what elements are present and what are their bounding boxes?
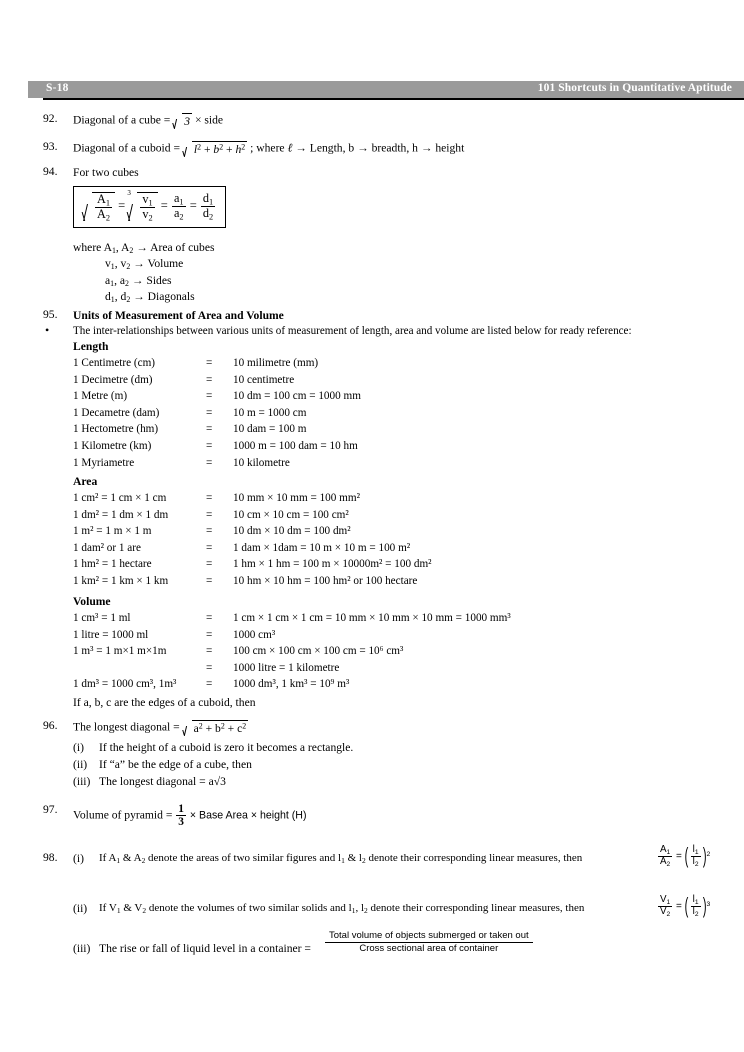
- table-row: [73, 423, 361, 440]
- cell-eq: =: [206, 645, 213, 658]
- cell-eq: =: [206, 508, 213, 521]
- cell-eq: =: [206, 661, 213, 674]
- cell-eq: =: [206, 541, 213, 554]
- cell-value: 10 cm × 10 cm = 100 cm²: [233, 508, 349, 521]
- length-table: [73, 357, 361, 473]
- box-a1: a: [173, 191, 180, 205]
- cell-unit: 1 dm³ = 1000 cm³, 1m³: [73, 678, 177, 691]
- item-96-text: [73, 719, 248, 736]
- table-row: [73, 492, 432, 509]
- item-number-97: 97.: [43, 803, 58, 816]
- item-98-sub-i-text: If $A_1$ & $A_2$ denote the areas of two similar figures and $l_1$ & $l_2$ denote their corresponding linear measures, then: [99, 852, 583, 866]
- cell-value: 1 dam × 1dam = 10 m × 10 m = 100 m²: [233, 541, 411, 554]
- where-line: where $A_1$, $A_2$ → Area of cubes: [73, 241, 215, 256]
- paren-den: l: [692, 856, 695, 868]
- cell-eq: =: [206, 574, 213, 587]
- item-92-tail: × side: [194, 113, 224, 127]
- table-row: [73, 575, 432, 592]
- item-96-sub-iii-tag: (iii): [73, 775, 91, 788]
- parenthesized-ratio: [685, 895, 707, 918]
- cell-unit: 1 Myriametre: [73, 456, 135, 469]
- item-95-intro: The inter-relationships between various units of measurement of length, area and volume are listed below for ready reference:: [73, 325, 632, 337]
- sub-ii-text-e: denote their corresponding linear measures, then: [367, 902, 585, 914]
- area-ratio-fraction: $\frac{A_1}{A_2}$: [660, 844, 671, 868]
- item-93-label: Diagonal of a cuboid =: [73, 141, 180, 155]
- ratio-exponent: 3: [706, 901, 711, 909]
- item-98-sub-ii-tag: (ii): [73, 902, 88, 915]
- frac-denominator: 3: [178, 816, 184, 829]
- two-cubes-formula-box: $\frac{A_1}{A_2}$ = 3 $\frac{v_1}{v_2}$ = $\frac{a_1}{a_2}$ = $\frac{d_1}{d_2}$: [73, 186, 226, 228]
- table-row: [73, 374, 361, 391]
- cell-unit: 1 Decametre (dam): [73, 406, 160, 419]
- cell-eq: =: [206, 612, 213, 624]
- table-row: [73, 612, 511, 629]
- sub-ii-text-c: denote the volumes of two similar solids and l: [146, 902, 352, 914]
- cell-eq: =: [206, 390, 213, 403]
- sub-ii-text-a: If V: [99, 902, 117, 914]
- sub-i-text-d: & l: [344, 852, 362, 864]
- cell-unit: 1 Centimetre (cm): [73, 357, 156, 369]
- ratio-num: V: [660, 894, 667, 905]
- item-number-98: 98.: [43, 851, 58, 864]
- cell-value: 10 milimetre (mm): [233, 357, 319, 369]
- cell-value: 10 dm = 100 cm = 1000 mm: [233, 390, 361, 403]
- sub-i-text-e: denote their corresponding linear measures, then: [365, 852, 583, 864]
- item-98-sub-i-tag: (i): [73, 852, 84, 865]
- radicand-b: b: [213, 143, 220, 156]
- cell-value: 10 dam = 100 m: [233, 423, 307, 436]
- table-row: [73, 629, 511, 646]
- volume-ratio-fraction: $\frac{V_1}{V_2}$: [660, 894, 671, 918]
- sqrt-3: [173, 112, 192, 129]
- cell-unit: 1 Kilometre (km): [73, 439, 152, 452]
- item-number-92: 92.: [43, 112, 58, 125]
- radical-index: 3: [127, 189, 131, 197]
- cell-unit: 1 Decimetre (dm): [73, 373, 153, 386]
- cell-value: 1 hm × 1 hm = 100 m × 10000m² = 100 dm²: [233, 558, 432, 571]
- table-row: [73, 407, 361, 424]
- item-92-radicand: 3: [184, 115, 191, 128]
- box-a2: a: [173, 206, 180, 221]
- table-row: [73, 558, 432, 575]
- item-97-label: Volume of pyramid =: [73, 808, 173, 822]
- cell-eq: =: [206, 492, 213, 504]
- table-row: [73, 390, 361, 407]
- parenthesized-ratio: [685, 845, 707, 868]
- item-96-sub-i-text: If the height of a cuboid is zero it becomes a rectangle.: [99, 741, 354, 754]
- page-folio: S-18: [46, 82, 69, 94]
- linear-ratio-fraction: ( $\frac{l_1}{l_2}$: [692, 894, 699, 918]
- box-d1: d: [202, 191, 209, 205]
- cell-eq: =: [206, 456, 213, 469]
- bigfrac-denominator: Cross sectional area of container: [325, 942, 533, 955]
- sub-i-text-c: denote the areas of two similar figures and l: [145, 852, 342, 864]
- cell-value: 10 kilometre: [233, 456, 290, 469]
- item-96-sub-ii-tag: (ii): [73, 758, 88, 771]
- item-95-title: Units of Measurement of Area and Volume: [73, 309, 284, 322]
- cell-value: 10 dm × 10 dm = 100 dm²: [233, 525, 351, 538]
- header-rule: [43, 98, 744, 100]
- item-93-def-b: b → breadth,: [348, 141, 410, 155]
- item-98-sub-iii-text: The rise or fall of liquid level in a container =: [99, 942, 311, 955]
- cell-unit: 1 m² = 1 m × 1 m: [73, 525, 152, 538]
- item-92-text: [73, 112, 223, 129]
- item-93-def-l: → Length,: [295, 141, 346, 155]
- ratio-exponent: 2: [706, 851, 711, 859]
- cell-value: 1000 dm³, 1 km³ = 10⁹ m³: [233, 678, 350, 691]
- cell-eq: =: [206, 373, 213, 386]
- table-row: [73, 440, 361, 457]
- cell-eq: =: [206, 357, 213, 369]
- table-row: [73, 525, 432, 542]
- item-98-sub-iii-tag: (iii): [73, 942, 91, 955]
- box-v1: v: [142, 192, 149, 206]
- cell-eq: =: [206, 558, 213, 571]
- sub-i-text-b: & A: [120, 852, 142, 864]
- page-header: [28, 81, 744, 98]
- book-title: 101 Shortcuts in Quantitative Aptitude: [537, 82, 732, 94]
- section-head-volume: Volume: [73, 595, 111, 608]
- item-93-tail: ; where: [250, 141, 285, 155]
- section-head-area: Area: [73, 475, 98, 488]
- box-A1: A: [97, 192, 106, 206]
- item-93-text: [73, 140, 464, 157]
- item-96-sub-ii-text: If “a” be the edge of a cube, then: [99, 758, 252, 771]
- item-94-where-list: [73, 240, 215, 306]
- cell-unit: 1 Metre (m): [73, 390, 128, 403]
- cell-unit: 1 dm² = 1 dm × 1 dm: [73, 508, 169, 521]
- volume-ratio-formula: $\frac{V_1}{V_2}$ = ( $\frac{l_1}{l_2}$ ) $^3$: [657, 895, 710, 918]
- item-number-96: 96.: [43, 719, 58, 732]
- cell-unit: 1 cm³ = 1 ml: [73, 612, 131, 624]
- cell-value: 1000 cm³: [233, 628, 276, 641]
- cell-unit: 1 hm² = 1 hectare: [73, 558, 152, 571]
- item-95-closing: If a, b, c are the edges of a cuboid, then: [73, 696, 256, 709]
- item-96-label: The longest diagonal =: [73, 720, 180, 734]
- cell-value: 100 cm × 100 cm × 100 cm = 10⁶ cm³: [233, 645, 404, 658]
- volume-table: [73, 612, 511, 695]
- item-number-93: 93.: [43, 140, 58, 153]
- where-line: $v_1$, $v_2$ → Volume: [105, 257, 184, 272]
- cell-unit: 1 km² = 1 km × 1 km: [73, 574, 169, 587]
- symbol-ell: ℓ: [287, 141, 293, 155]
- item-number-94: 94.: [43, 165, 58, 178]
- diagonal-ratio: $\frac{d_1}{d_2}$: [202, 191, 214, 222]
- item-94-label: For two cubes: [73, 166, 139, 179]
- frac-numerator: 1: [178, 803, 184, 815]
- area-table: [73, 492, 432, 592]
- one-third-fraction: [176, 803, 186, 829]
- cell-value: 1000 m = 100 dam = 10 hm: [233, 439, 358, 452]
- cell-eq: =: [206, 628, 213, 641]
- cell-unit: 1 m³ = 1 m×1 m×1m: [73, 645, 167, 658]
- radicand-l: l: [193, 143, 198, 156]
- ratio-den: V: [660, 906, 667, 918]
- cell-value: 1000 litre = 1 kilometre: [233, 661, 340, 674]
- side-ratio: $\frac{a_1}{a_2}$: [173, 191, 184, 222]
- box-A2: A: [97, 207, 106, 222]
- cell-value: 10 mm × 10 mm = 100 mm²: [233, 492, 360, 504]
- box-v2: v: [142, 207, 149, 222]
- item-number-95: 95.: [43, 308, 58, 321]
- table-row: [73, 509, 432, 526]
- cell-unit: 1 Hectometre (hm): [73, 423, 159, 436]
- ratio-num: A: [660, 844, 667, 855]
- cell-value: 10 centimetre: [233, 373, 295, 386]
- table-row: [73, 542, 432, 559]
- sqrt-area-ratio: $\frac{A_1}{A_2}$: [83, 191, 115, 223]
- liquid-level-fraction: [325, 930, 533, 955]
- sqrt-l2b2h2: $l^2 + b^2 + h^2$: [183, 140, 247, 157]
- table-row: [73, 457, 361, 474]
- paren-num: l: [692, 894, 695, 905]
- item-97-tail: × Base Area × height (H): [189, 809, 307, 822]
- sub-ii-text-d: , l: [355, 902, 365, 914]
- sub-i-text-a: If A: [99, 852, 117, 864]
- box-d2: d: [202, 206, 209, 221]
- linear-ratio-fraction: ( $\frac{l_1}{l_2}$: [692, 844, 699, 868]
- item-93-def-h: h → height: [412, 141, 465, 155]
- ratio-den: A: [660, 856, 667, 868]
- cell-value: 10 m = 1000 cm: [233, 406, 307, 419]
- table-row: [73, 662, 511, 679]
- cell-eq: =: [206, 423, 213, 436]
- cell-eq: =: [206, 525, 213, 538]
- item-96-sub-i-tag: (i): [73, 741, 84, 754]
- item-96-sub-iii-text: The longest diagonal = a√3: [99, 775, 226, 788]
- bullet-marker: •: [45, 323, 50, 337]
- cell-unit: 1 litre = 1000 ml: [73, 628, 149, 641]
- cbrt-volume-ratio: 3 $\frac{v_1}{v_2}$: [128, 191, 157, 223]
- table-row: [73, 645, 511, 662]
- sub-ii-text-b: & V: [120, 902, 143, 914]
- cell-unit: 1 cm² = 1 cm × 1 cm: [73, 492, 167, 504]
- cell-eq: =: [206, 406, 213, 419]
- radicand-h: h: [235, 143, 242, 156]
- where-line: $d_1$, $d_2$ → Diagonals: [105, 290, 195, 305]
- cell-eq: =: [206, 439, 213, 452]
- table-row: [73, 678, 511, 695]
- paren-num: l: [692, 844, 695, 855]
- where-line: $a_1$, $a_2$ → Sides: [105, 273, 172, 289]
- paren-den: l: [692, 906, 695, 918]
- sqrt-a2b2c2: $a^2 + b^2 + c^2$: [183, 719, 249, 736]
- item-97-text: [73, 803, 307, 829]
- bigfrac-numerator: Total volume of objects submerged or taken out: [329, 930, 529, 941]
- cell-eq: =: [206, 678, 213, 691]
- cell-value: 1 cm × 1 cm × 1 cm = 10 mm × 10 mm × 10 mm = 1000 mm³: [233, 612, 511, 624]
- section-head-length: Length: [73, 340, 109, 353]
- area-ratio-formula: $\frac{A_1}{A_2}$ = ( $\frac{l_1}{l_2}$ ) $^2$: [657, 845, 710, 868]
- item-98-sub-ii-text: If $V_1$ & $V_2$ denote the volumes of two similar solids and $l_1$, $l_2$ denote their corresponding linear measures, then: [99, 902, 585, 916]
- cell-value: 10 hm × 10 hm = 100 hm² or 100 hectare: [233, 574, 418, 587]
- table-row: [73, 357, 361, 374]
- cell-unit: 1 dam² or 1 are: [73, 541, 141, 554]
- item-92-label: Diagonal of a cube =: [73, 113, 171, 127]
